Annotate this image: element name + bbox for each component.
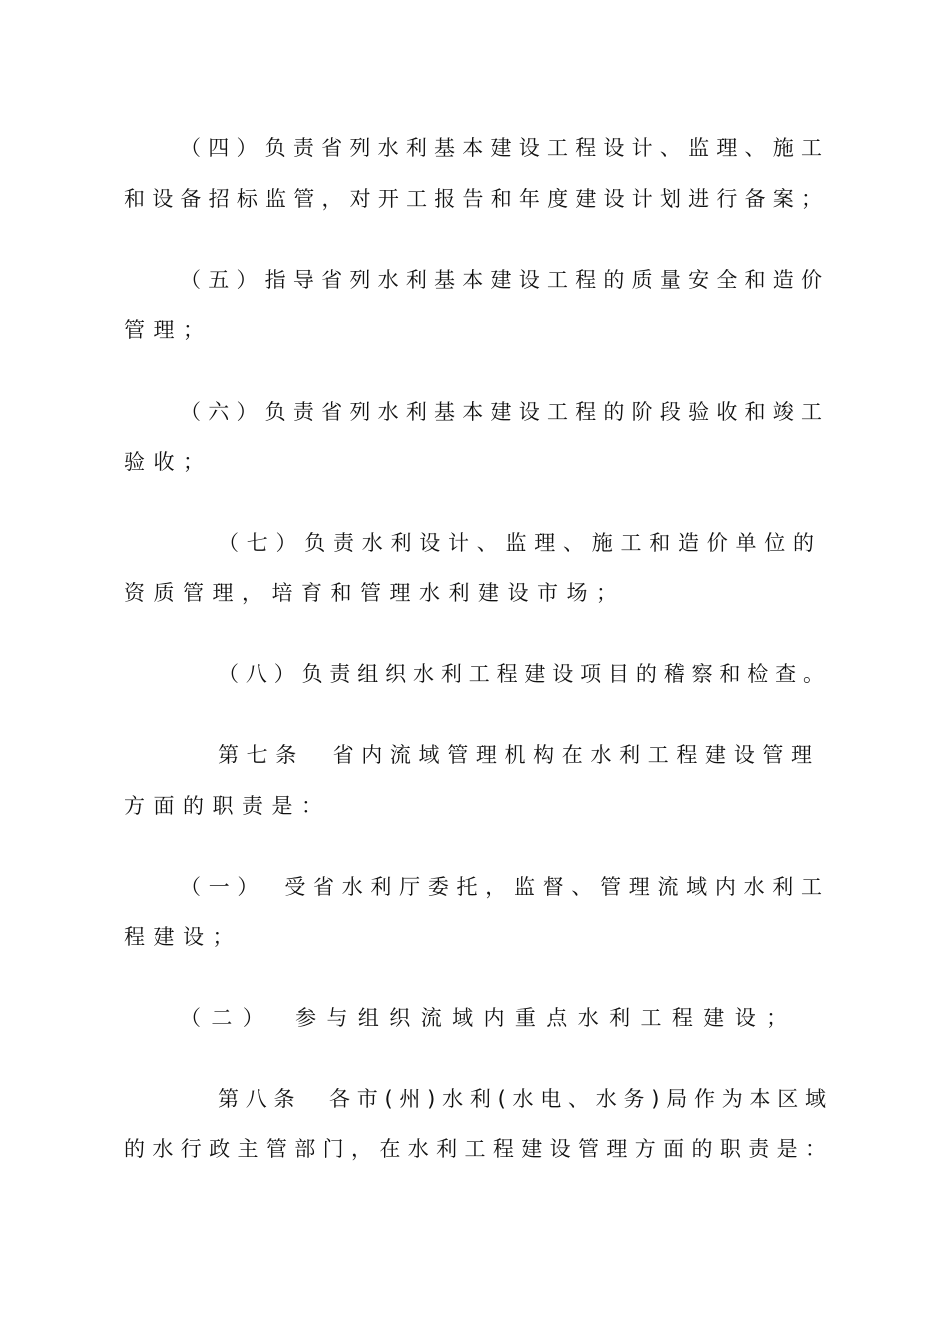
text-line: 管理；: [124, 318, 213, 342]
text-line: （八）负责组织水利工程建设项目的稽察和检查。: [218, 662, 824, 686]
text-line: （六）负责省列水利基本建设工程的阶段验收和竣工: [180, 400, 822, 424]
text-line: （四）负责省列水利基本建设工程设计、监理、施工: [180, 136, 822, 160]
text-line: 方面的职责是：: [124, 794, 331, 818]
text-line: 第八条 各市(州)水利(水电、水务)局作为本区域: [218, 1087, 826, 1111]
text-line: （七）负责水利设计、监理、施工和造价单位的: [218, 531, 814, 555]
text-line: 程建设；: [124, 925, 242, 949]
text-line: （五）指导省列水利基本建设工程的质量安全和造价: [180, 268, 822, 292]
text-line: 资质管理，培育和管理水利建设市场；: [124, 581, 626, 605]
text-line: 验收；: [124, 450, 213, 474]
text-line: 和设备招标监管，对开工报告和年度建设计划进行备案；: [124, 187, 822, 211]
text-line: （一） 受省水利厅委托，监督、管理流域内水利工: [180, 875, 822, 899]
text-line: 的水行政主管部门，在水利工程建设管理方面的职责是：: [124, 1137, 826, 1161]
text-line: （二） 参与组织流域内重点水利工程建设；: [180, 1006, 798, 1030]
text-line: 第七条 省内流域管理机构在水利工程建设管理: [218, 743, 812, 767]
